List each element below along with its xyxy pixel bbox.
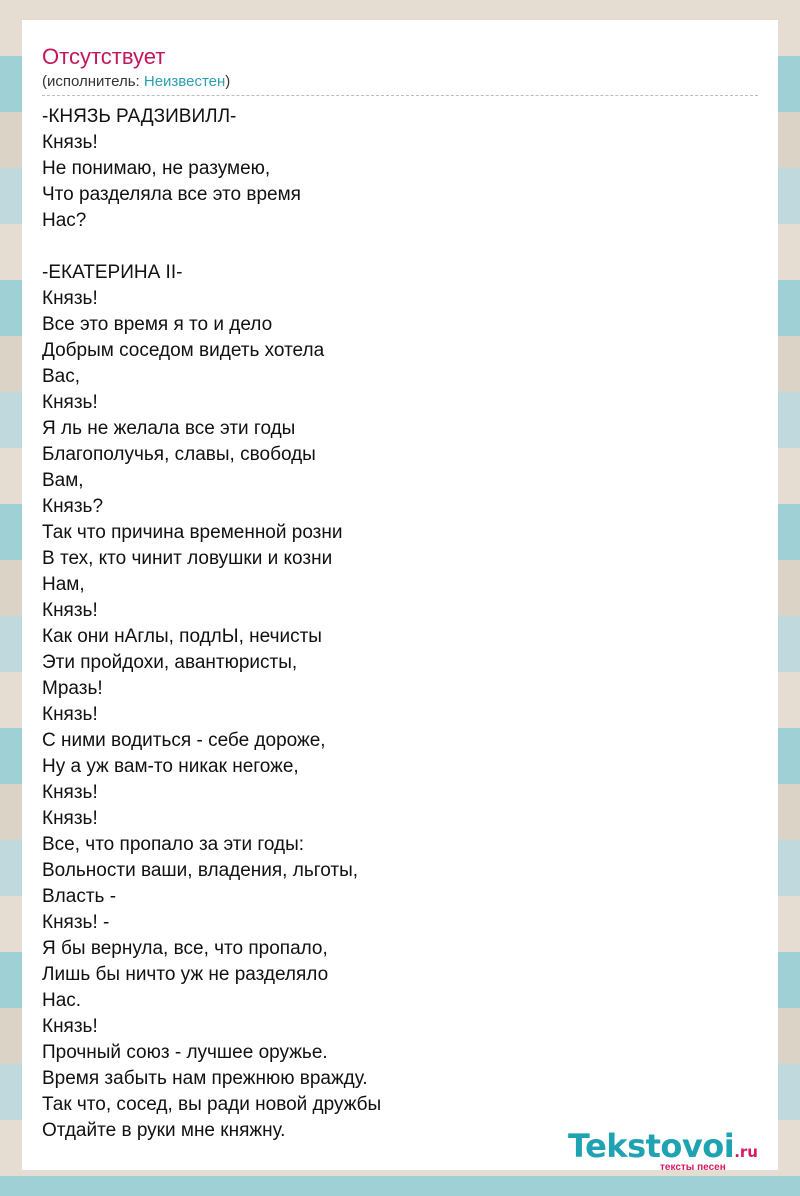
lyric-line: Как они нАглы, подлЫ, нечисты: [42, 626, 322, 647]
lyric-line: Князь!: [42, 782, 98, 803]
lyric-line: -ЕКАТЕРИНА II-: [42, 262, 183, 283]
logo-tld: .ru: [734, 1143, 758, 1161]
lyric-line: Мразь!: [42, 678, 103, 699]
lyric-line: Нас?: [42, 210, 87, 231]
lyric-line: Что разделяла все это время: [42, 184, 301, 205]
lyric-line: Нам,: [42, 574, 85, 595]
lyrics-card: [22, 20, 778, 1173]
lyric-line: Так что причина временной розни: [42, 522, 343, 543]
lyric-line: Нас.: [42, 990, 82, 1011]
artist-suffix: ): [225, 73, 231, 90]
lyric-line: Так что, сосед, вы ради новой дружбы: [42, 1094, 382, 1115]
lyric-line: Князь!: [42, 288, 98, 309]
lyrics-text: [42, 104, 758, 1144]
lyric-line: Я ль не желала все эти годы: [42, 418, 296, 439]
lyric-line: -КНЯЗЬ РАДЗИВИЛЛ-: [42, 106, 237, 127]
lyric-line: В тех, кто чинит ловушки и козни: [42, 548, 333, 569]
lyric-line: Добрым соседом видеть хотела: [42, 340, 325, 361]
lyric-line: Князь! -: [42, 912, 110, 933]
lyric-line: Князь!: [42, 808, 98, 829]
lyric-line: Князь?: [42, 496, 104, 517]
lyric-line: С ними водиться - себе дороже,: [42, 730, 326, 751]
artist-link[interactable]: Неизвестен: [143, 73, 226, 90]
lyric-line: Вам,: [42, 470, 84, 491]
lyric-line: Князь!: [42, 392, 98, 413]
lyric-line: Ну а уж вам-то никак негоже,: [42, 756, 299, 777]
lyric-line: Время забыть нам прежнюю вражду.: [42, 1068, 368, 1089]
song-title: Отсутствует: [42, 44, 166, 69]
lyric-line: Князь!: [42, 1016, 98, 1037]
lyric-line: Лишь бы ничто уж не разделяло: [42, 964, 329, 985]
site-logo[interactable]: [568, 1128, 778, 1176]
logo-tagline: тексты песен: [660, 1162, 726, 1173]
lyric-line: Благополучья, славы, свободы: [42, 444, 316, 465]
lyric-line: Вас,: [42, 366, 81, 387]
lyric-line: Власть -: [42, 886, 117, 907]
lyric-line: Эти пройдохи, авантюристы,: [42, 652, 298, 673]
lyric-line: Князь!: [42, 132, 98, 153]
lyric-line: Не понимаю, не разумею,: [42, 158, 271, 179]
lyric-line: Князь!: [42, 704, 98, 725]
lyric-line: Прочный союз - лучшее оружье.: [42, 1042, 328, 1063]
lyric-line: Князь!: [42, 600, 98, 621]
artist-line: [42, 73, 230, 91]
artist-prefix: (исполнитель:: [42, 73, 144, 90]
lyric-line: Все, что пропало за эти годы:: [42, 834, 305, 855]
lyric-line: Я бы вернула, все, что пропало,: [42, 938, 328, 959]
lyric-line: [42, 234, 758, 260]
logo-name: Tekstovoi: [568, 1127, 735, 1165]
lyric-line: Отдайте в руки мне княжну.: [42, 1120, 286, 1141]
lyric-line: Все это время я то и дело: [42, 314, 273, 335]
lyric-line: Вольности ваши, владения, льготы,: [42, 860, 359, 881]
header-divider: [42, 95, 758, 96]
